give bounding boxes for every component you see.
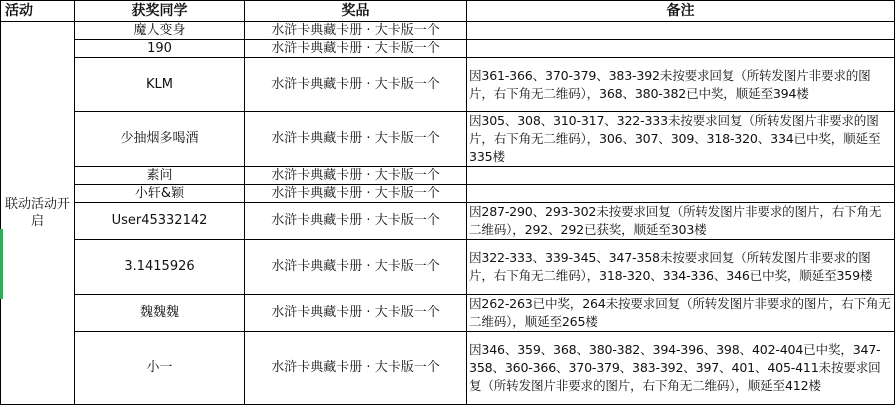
table-row xyxy=(1,240,895,295)
header-activity[interactable]: 活动 xyxy=(1,1,75,22)
table-row xyxy=(1,332,895,405)
winner-cell[interactable]: 小轩&颖 xyxy=(75,185,245,203)
note-cell[interactable] xyxy=(467,167,895,185)
header-winner[interactable]: 获奖同学 xyxy=(75,1,245,22)
winner-cell[interactable]: 素问 xyxy=(75,167,245,185)
note-cell[interactable]: 因262-263已中奖，264未按要求回复（所转发图片非要求的图片，右下角无二维码），顺延至265楼 xyxy=(467,295,895,332)
header-prize[interactable]: 奖品 xyxy=(245,1,467,22)
prize-cell[interactable]: 水浒卡典藏卡册 · 大卡版一个 xyxy=(245,22,467,40)
note-cell[interactable] xyxy=(467,185,895,203)
note-cell[interactable] xyxy=(467,22,895,40)
prize-cell[interactable]: 水浒卡典藏卡册 · 大卡版一个 xyxy=(245,240,467,295)
prize-cell[interactable]: 水浒卡典藏卡册 · 大卡版一个 xyxy=(245,295,467,332)
table-row xyxy=(1,295,895,332)
winner-cell[interactable]: KLM xyxy=(75,58,245,112)
winner-cell[interactable]: User45332142 xyxy=(75,203,245,240)
prize-cell[interactable]: 水浒卡典藏卡册 · 大卡版一个 xyxy=(245,332,467,405)
header-note[interactable]: 备注 xyxy=(467,1,895,22)
note-cell[interactable]: 因361-366、370-379、383-392未按要求回复（所转发图片非要求的图片，右下角无二维码），368、380-382已中奖，顺延至394楼 xyxy=(467,58,895,112)
prize-cell[interactable]: 水浒卡典藏卡册 · 大卡版一个 xyxy=(245,58,467,112)
winner-cell[interactable]: 3.1415926 xyxy=(75,240,245,295)
row-selection-marker xyxy=(0,229,3,299)
winner-cell[interactable]: 少抽烟多喝酒 xyxy=(75,112,245,167)
prize-cell[interactable]: 水浒卡典藏卡册 · 大卡版一个 xyxy=(245,112,467,167)
table-row xyxy=(1,203,895,240)
table-row xyxy=(1,40,895,58)
prize-cell[interactable]: 水浒卡典藏卡册 · 大卡版一个 xyxy=(245,203,467,240)
note-cell[interactable]: 因346、359、368、380-382、394-396、398、402-404已中奖，347-358、360-366、370-379、383-392、397、401、405-411未按要求回复（所转发图片非要求的图片，右下角无二维码），顺延至412楼 xyxy=(467,332,895,405)
prize-cell[interactable]: 水浒卡典藏卡册 · 大卡版一个 xyxy=(245,185,467,203)
note-cell[interactable]: 因322-333、339-345、347-358未按要求回复（所转发图片非要求的图片，右下角无二维码），318-320、334-336、346已中奖，顺延至359楼 xyxy=(467,240,895,295)
table-row xyxy=(1,58,895,112)
table-row xyxy=(1,22,895,40)
table-row xyxy=(1,112,895,167)
winner-cell[interactable]: 魏魏魏 xyxy=(75,295,245,332)
note-cell[interactable]: 因305、308、310-317、322-333未按要求回复（所转发图片非要求的图片，右下角无二维码），306、307、309、318-320、334已中奖，顺延至335楼 xyxy=(467,112,895,167)
note-cell[interactable] xyxy=(467,40,895,58)
table-row xyxy=(1,185,895,203)
winner-cell[interactable]: 190 xyxy=(75,40,245,58)
header-row xyxy=(1,1,895,22)
winner-cell[interactable]: 小一 xyxy=(75,332,245,405)
prize-cell[interactable]: 水浒卡典藏卡册 · 大卡版一个 xyxy=(245,40,467,58)
note-cell[interactable]: 因287-290、293-302未按要求回复（所转发图片非要求的图片，右下角无二维码），292、292已获奖，顺延至303楼 xyxy=(467,203,895,240)
table-row xyxy=(1,167,895,185)
winner-cell[interactable]: 魔人变身 xyxy=(75,22,245,40)
activity-cell[interactable]: 联动活动开启 xyxy=(1,22,75,405)
prize-cell[interactable]: 水浒卡典藏卡册 · 大卡版一个 xyxy=(245,167,467,185)
